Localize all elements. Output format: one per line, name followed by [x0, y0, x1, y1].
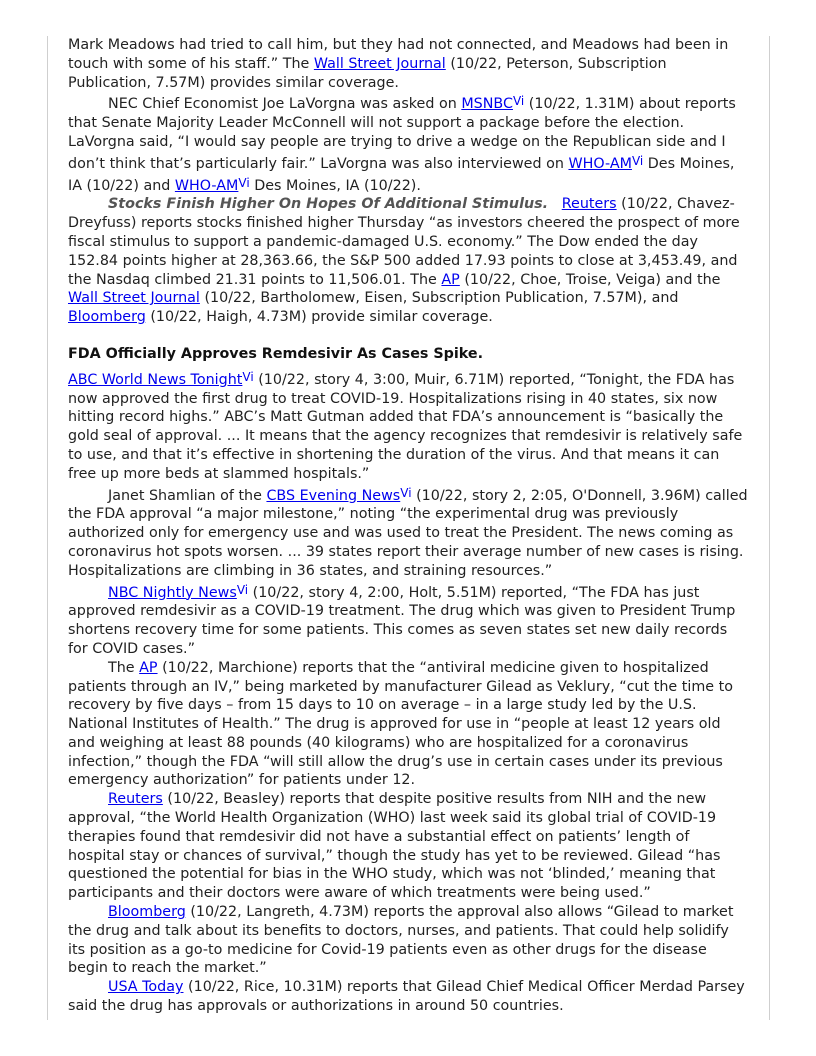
video-icon[interactable]: Vi: [242, 369, 254, 384]
link-who-am-1[interactable]: WHO-AM: [568, 155, 632, 172]
section-heading: FDA Officially Approves Remdesivir As Cases Spike.: [68, 345, 484, 362]
paragraph-bloomberg: Bloomberg (10/22, Langreth, 4.73M) reports the approval also allows “Gilead to market the drug and talk about its benefits to doctors, nurses, and patients. That could help solidify its position as a go-to medicine for Covid-19 patients even as other drugs for the disease begin to reach the market.”: [68, 904, 734, 977]
link-reuters[interactable]: Reuters: [561, 196, 617, 213]
video-icon[interactable]: Vi: [236, 582, 249, 597]
paragraph-ap: The AP (10/22, Marchione) reports that the “antiviral medicine given to hospitalized patients through an IV,” being marketed by manufacturer Gilead as Veklury, “cut the time to recovery by five days – from 15 days to 10 on average – in a large study led by the U.S. National Institutes of Health.” The drug is approved for use in “people at least 12 years old and weighing at least 88 pounds (40 kilograms) who are hospitalized for a coronavirus infection,” though the FDA “will still allow the drug’s use in certain cases under its previous emergency authorization” for patients under 12.: [68, 659, 733, 789]
link-wall-street-journal[interactable]: Wall Street Journal: [68, 290, 200, 307]
video-icon[interactable]: Vi: [238, 175, 250, 190]
link-ap[interactable]: AP: [139, 659, 158, 676]
link-wall-street-journal[interactable]: Wall Street Journal: [313, 55, 446, 72]
paragraph-usa-today: USA Today (10/22, Rice, 10.31M) reports that Gilead Chief Medical Officer Merdad Parsey said the drug has approvals or authorizations in around 50 countries.: [68, 979, 745, 1015]
link-bloomberg[interactable]: Bloomberg: [108, 904, 186, 921]
video-icon[interactable]: Vi: [400, 485, 412, 500]
document-body: [68, 36, 748, 1016]
link-usa-today[interactable]: USA Today: [108, 979, 184, 996]
link-msnbc[interactable]: MSNBC: [461, 96, 513, 113]
paragraph-reuters: Reuters (10/22, Beasley) reports that despite positive results from NIH and the new approval, “the World Health Organization (WHO) last week said its global trial of COVID-19 therapies found that remdesivir did not have a substantial effect on patients’ length of hospital stay or chances of survival,” though the study has yet to be reviewed. Gilead “has questioned the potential for bias in the WHO study, which was not ‘blinded,’ meaning that participants and their doctors were aware of which treatments were being used.”: [68, 791, 721, 902]
paragraph-meadows: Mark Meadows had tried to call him, but they had not connected, and Meadows had been in touch with some of his staff.” The Wall Street Journal (10/22, Peterson, Subscription Publication, 7.57M) provides similar coverage.: [68, 37, 729, 91]
link-who-am-2[interactable]: WHO-AM: [174, 177, 239, 194]
video-icon[interactable]: Vi: [512, 94, 525, 109]
paragraph-nbc: NBC Nightly News$^{Vi}$ (10/22, story 4, 2:00, Holt, 5.51M) reported, “The FDA has just approved remdesivir as a COVID-19 treatment. The drug which was given to President Trump shortens recovery time for some patients. This comes as seven states set new daily records for COVID cases.”: [68, 582, 736, 657]
link-bloomberg[interactable]: Bloomberg: [68, 309, 146, 326]
link-reuters[interactable]: Reuters: [108, 791, 163, 808]
paragraph-cbs: Janet Shamlian of the CBS Evening News$^{Vi}$ (10/22, story 2, 2:05, O'Donnell, 3.96M) called the FDA approval “a major milestone,” noting “the experimental drug was previously authorized only for emergency use and was used to treat the President. The news coming as coronavirus hot spots worsen. ... 39 states report their average number of new cases is rising. Hospitalizations are climbing in 36 states, and straining resources.”: [68, 485, 748, 579]
link-ap[interactable]: AP: [441, 271, 460, 288]
paragraph-stocks: Stocks Finish Higher On Hopes Of Additional Stimulus. Reuters (10/22, Chavez-Dreyfuss) reports stocks finished higher Thursday “as investors cheered the prospect of more fiscal stimulus to support a pandemic-damaged U.S. economy.” The Dow ended the day 152.84 points higher at 28,363.66, the S&P 500 added 17.93 points to close at 3,453.49, and the Nasdaq climbed 21.31 points to 11,506.01. The AP (10/22, Choe, Troise, Veiga) and the Wall Street Journal (10/22, Bartholomew, Eisen, Subscription Publication, 7.57M), and Bloomberg (10/22, Haigh, 4.73M) provide similar coverage.: [68, 196, 740, 326]
paragraph-lavorgna: NEC Chief Economist Joe LaVorgna was asked on $MSNBC^{Vi}$ (10/22, 1.31M) about reports that Senate Majority Leader McConnell will not support a package before the election. LaVorgna said, “I would say people are trying to drive a wedge on the Republican side and I don’t think that’s particularly fair.” LaVorgna was also interviewed on WHO-$AM^{Vi}$ Des Moines, IA (10/22) and WHO-$AM^{Vi}$ Des Moines, IA (10/22).: [68, 94, 736, 194]
page: [47, 36, 770, 1020]
link-nbc-nightly-news[interactable]: NBC Nightly News: [108, 584, 237, 601]
subheadline: Stocks Finish Higher On Hopes Of Additional Stimulus.: [108, 196, 549, 213]
link-cbs-evening-news[interactable]: CBS Evening News: [266, 487, 401, 504]
paragraph-abc: ABC World News Tonight$^{Vi}$ (10/22, story 4, 3:00, Muir, 6.71M) reported, “Tonight, the FDA has now approved the first drug to treat COVID-19. Hospitalizations rising in 40 states, six now hitting record highs.” ABC’s Matt Gutman added that FDA’s announcement is “basically the gold seal of approval. ... It means that the agency recognizes that remdesivir is relatively safe to use, and that it’s effective in shortening the duration of the virus. And that means it can free up more beds at slammed hospitals.”: [68, 369, 743, 482]
video-icon[interactable]: Vi: [631, 153, 644, 168]
link-abc-world-news-tonight[interactable]: ABC World News Tonight: [68, 371, 243, 388]
